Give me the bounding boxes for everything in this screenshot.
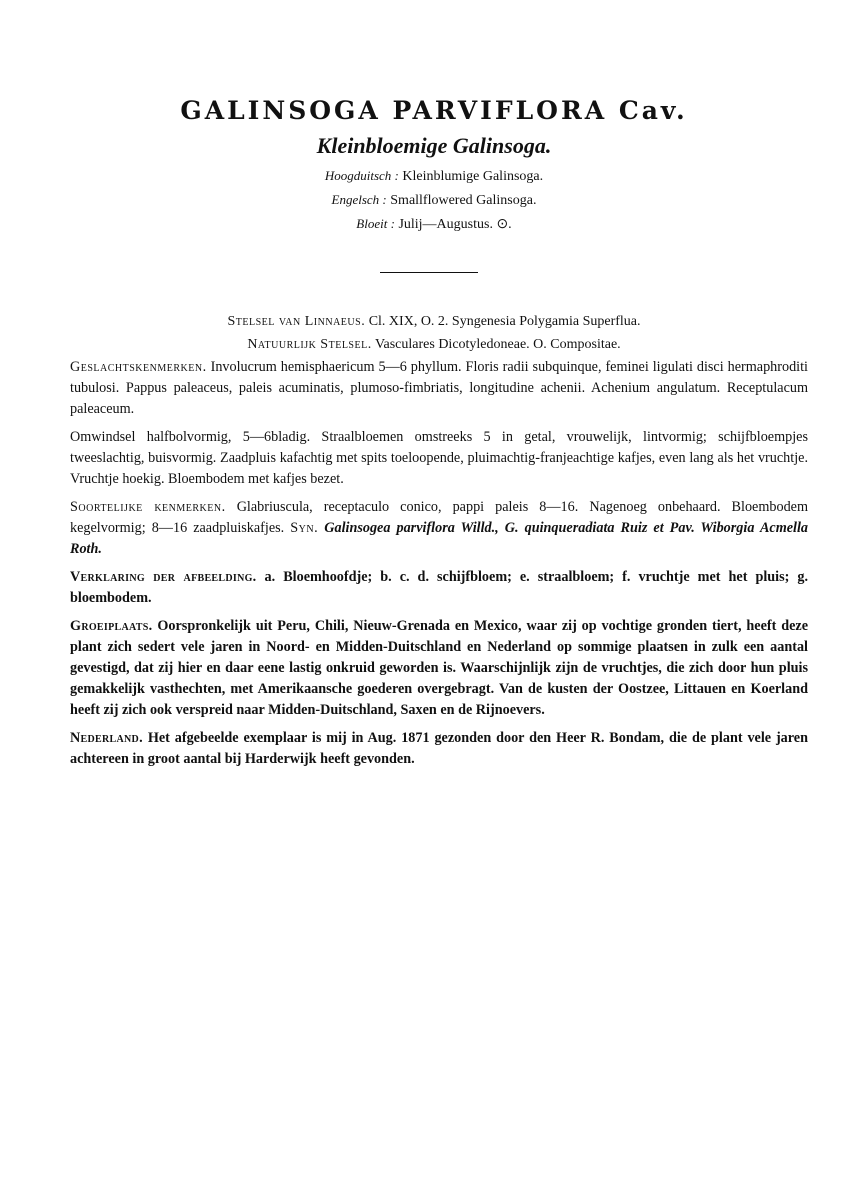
- paragraph-geslachtskenmerken: [70, 357, 808, 420]
- paragraph-verklaring: [70, 567, 808, 609]
- paragraph-label: Verklaring der afbeelding.: [70, 569, 257, 585]
- linnaeus-label: Stelsel van Linnaeus.: [227, 314, 366, 329]
- synonym-label: Syn.: [290, 520, 319, 536]
- meta-label: Bloeit :: [356, 216, 395, 231]
- body-text: [70, 357, 808, 777]
- paragraph-text: Omwindsel halfbolvormig, 5—6bladig. Straalbloemen omstreeks 5 in getal, vrouwelijk, lintvormig; schijfbloempjes tweeslachtig, buisvormig. Zaadpluis kafachtig met spits toeloopende, pluimachtig-franjeachtige kafjes, even lang als het vruchtje. Vruchtje hoekig. Bloembodem met kafjes bezet.: [70, 429, 808, 487]
- divider-rule: [380, 272, 478, 273]
- paragraph-label: Groeiplaats.: [70, 618, 153, 634]
- paragraph-label: Soortelijke kenmerken.: [70, 499, 226, 515]
- meta-hoogduitsch: [0, 168, 868, 185]
- paragraph-text: a. Bloemhoofdje; b. c. d. schijfbloem; e. straalbloem; f. vruchtje met het pluis; g. bloembodem.: [70, 569, 808, 606]
- natural-value: Vasculares Dicotyledoneae. O. Compositae.: [374, 337, 621, 352]
- page-subtitle: Kleinbloemige Galinsoga.: [316, 133, 552, 158]
- paragraph-label: Geslachtskenmerken.: [70, 359, 207, 375]
- meta-label: Hoogduitsch :: [324, 168, 399, 183]
- linnaeus-line: [0, 314, 868, 330]
- meta-label: Engelsch :: [331, 192, 387, 207]
- paragraph-text: Het afgebeelde exemplaar is mij in Aug. 1871 gezonden door den Heer R. Bondam, die de plant vele jaren achtereen in groot aantal bij Harderwijk heeft gevonden.: [70, 730, 808, 767]
- meta-value: Smallflowered Galinsoga.: [390, 193, 537, 208]
- paragraph-label: Nederland.: [70, 730, 143, 746]
- meta-engelsch: [0, 192, 868, 209]
- paragraph-omwindsel: [70, 427, 808, 490]
- page-title: GALINSOGA PARVIFLORA Cav.: [180, 96, 688, 125]
- paragraph-groeiplaats: [70, 616, 808, 721]
- paragraph-soortelijke-kenmerken: [70, 497, 808, 560]
- meta-value: Kleinblumige Galinsoga.: [402, 169, 544, 184]
- meta-value: Julij—Augustus. ⊙.: [398, 217, 512, 232]
- paragraph-text: Involucrum hemisphaericum 5—6 phyllum. Floris radii subquinque, feminei ligulati disci hermaphroditi tubulosi. Pappus paleaceus, paleis acuminatis, plumoso-fimbriatis, longitudine achenii. Achenium angulatum. Receptulacum paleaceum.: [70, 359, 808, 417]
- meta-bloeit: [0, 216, 868, 233]
- paragraph-nederland: [70, 728, 808, 770]
- natural-label: Natuurlijk Stelsel.: [247, 337, 372, 352]
- paragraph-text: Glabriuscula, receptaculo conico, pappi paleis 8—16. Nagenoeg onbehaard. Bloembodem kegelvormig; 8—16 zaadpluiskafjes.: [70, 499, 808, 536]
- synonym-text: Galinsogea parviflora Willd., G. quinqueradiata Ruiz et Pav. Wiborgia Acmella Roth.: [70, 520, 809, 557]
- paragraph-text: Oorspronkelijk uit Peru, Chili, Nieuw-Grenada en Mexico, waar zij op vochtige gronden tiert, heeft deze plant zich sedert vele jaren in Noord- en Midden-Duitschland en Nederland op sommige plaatsen in zulk een aantal gevestigd, dat zij hier en daar eene lastig onkruid geworden is. Waarschijnlijk zijn de vruchtjes, die zich door hun pluis gemakkelijk vasthechten, met Amerikaansche goederen overgebragt. Van de kusten der Oostzee, Littauen en Koerland heeft zij zich ook verspreid naar Midden-Duitschland, Saxen en de Rijnoevers.: [70, 618, 809, 718]
- linnaeus-value: Cl. XIX, O. 2. Syngenesia Polygamia Superflua.: [368, 314, 641, 329]
- natural-system-line: [0, 337, 868, 353]
